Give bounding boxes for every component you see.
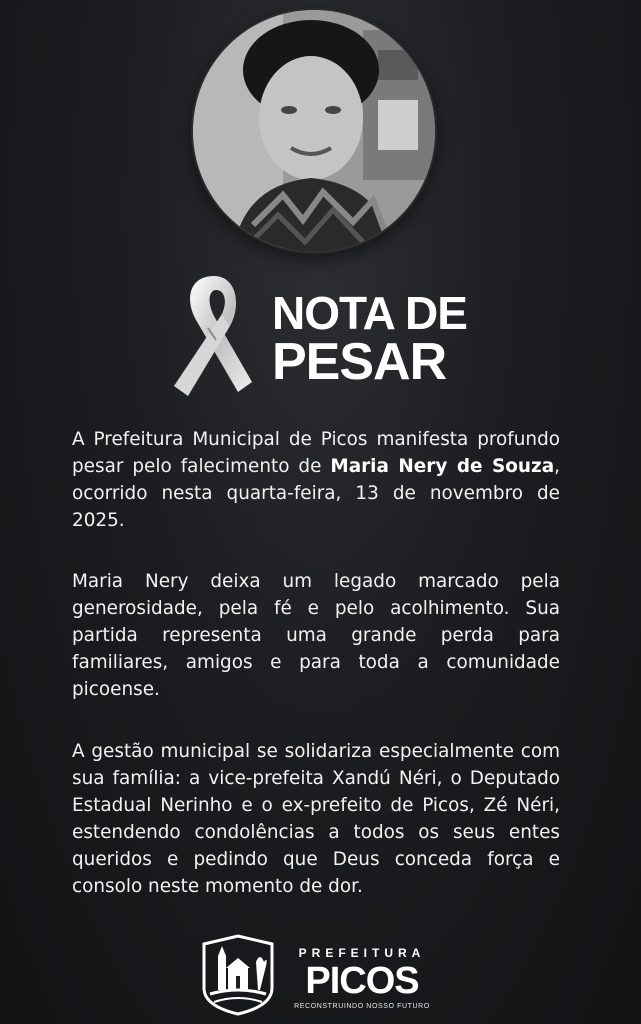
title-line-1: NOTA DE — [272, 287, 467, 339]
logo-prefix: PREFEITURA — [298, 946, 426, 960]
paragraph-announcement — [72, 426, 560, 534]
paragraph-condolences: A gestão municipal se solidariza especialmente com sua família: a vice-prefeita Xandú Néri, o Deputado Estadual Nerinho e o ex-prefeito de Picos, Zé Néri, estendendo condolências a todos os seus entes queridos e pedindo que Deus conceda força e consolo neste momento de dor. — [72, 741, 560, 897]
title-line-2: PESAR — [272, 333, 447, 391]
paragraph1-intro: A Prefeitura Municipal de Picos manifesta profundo pesar pelo falecimento de — [72, 429, 560, 477]
portrait-image — [193, 10, 435, 252]
church-emblem-icon — [200, 932, 276, 1016]
deceased-name: Maria Nery de Souza — [330, 456, 555, 477]
logo-slogan: RECONSTRUINDO NOSSO FUTURO — [294, 1003, 430, 1010]
logo-city: PICOS — [305, 960, 419, 1002]
paragraph1-date: , ocorrido nesta quarta-feira, 13 de novembro de 2025. — [72, 456, 560, 531]
prefeitura-logo — [282, 946, 442, 1010]
page-title — [272, 287, 467, 391]
mourning-ribbon-icon — [168, 270, 256, 400]
paragraph-legacy: Maria Nery deixa um legado marcado pela generosidade, pela fé e pelo acolhimento. Sua partida representa uma grande perda para familiares, amigos e para toda a comunidade picoense. — [72, 571, 560, 700]
portrait-photo — [193, 10, 435, 252]
